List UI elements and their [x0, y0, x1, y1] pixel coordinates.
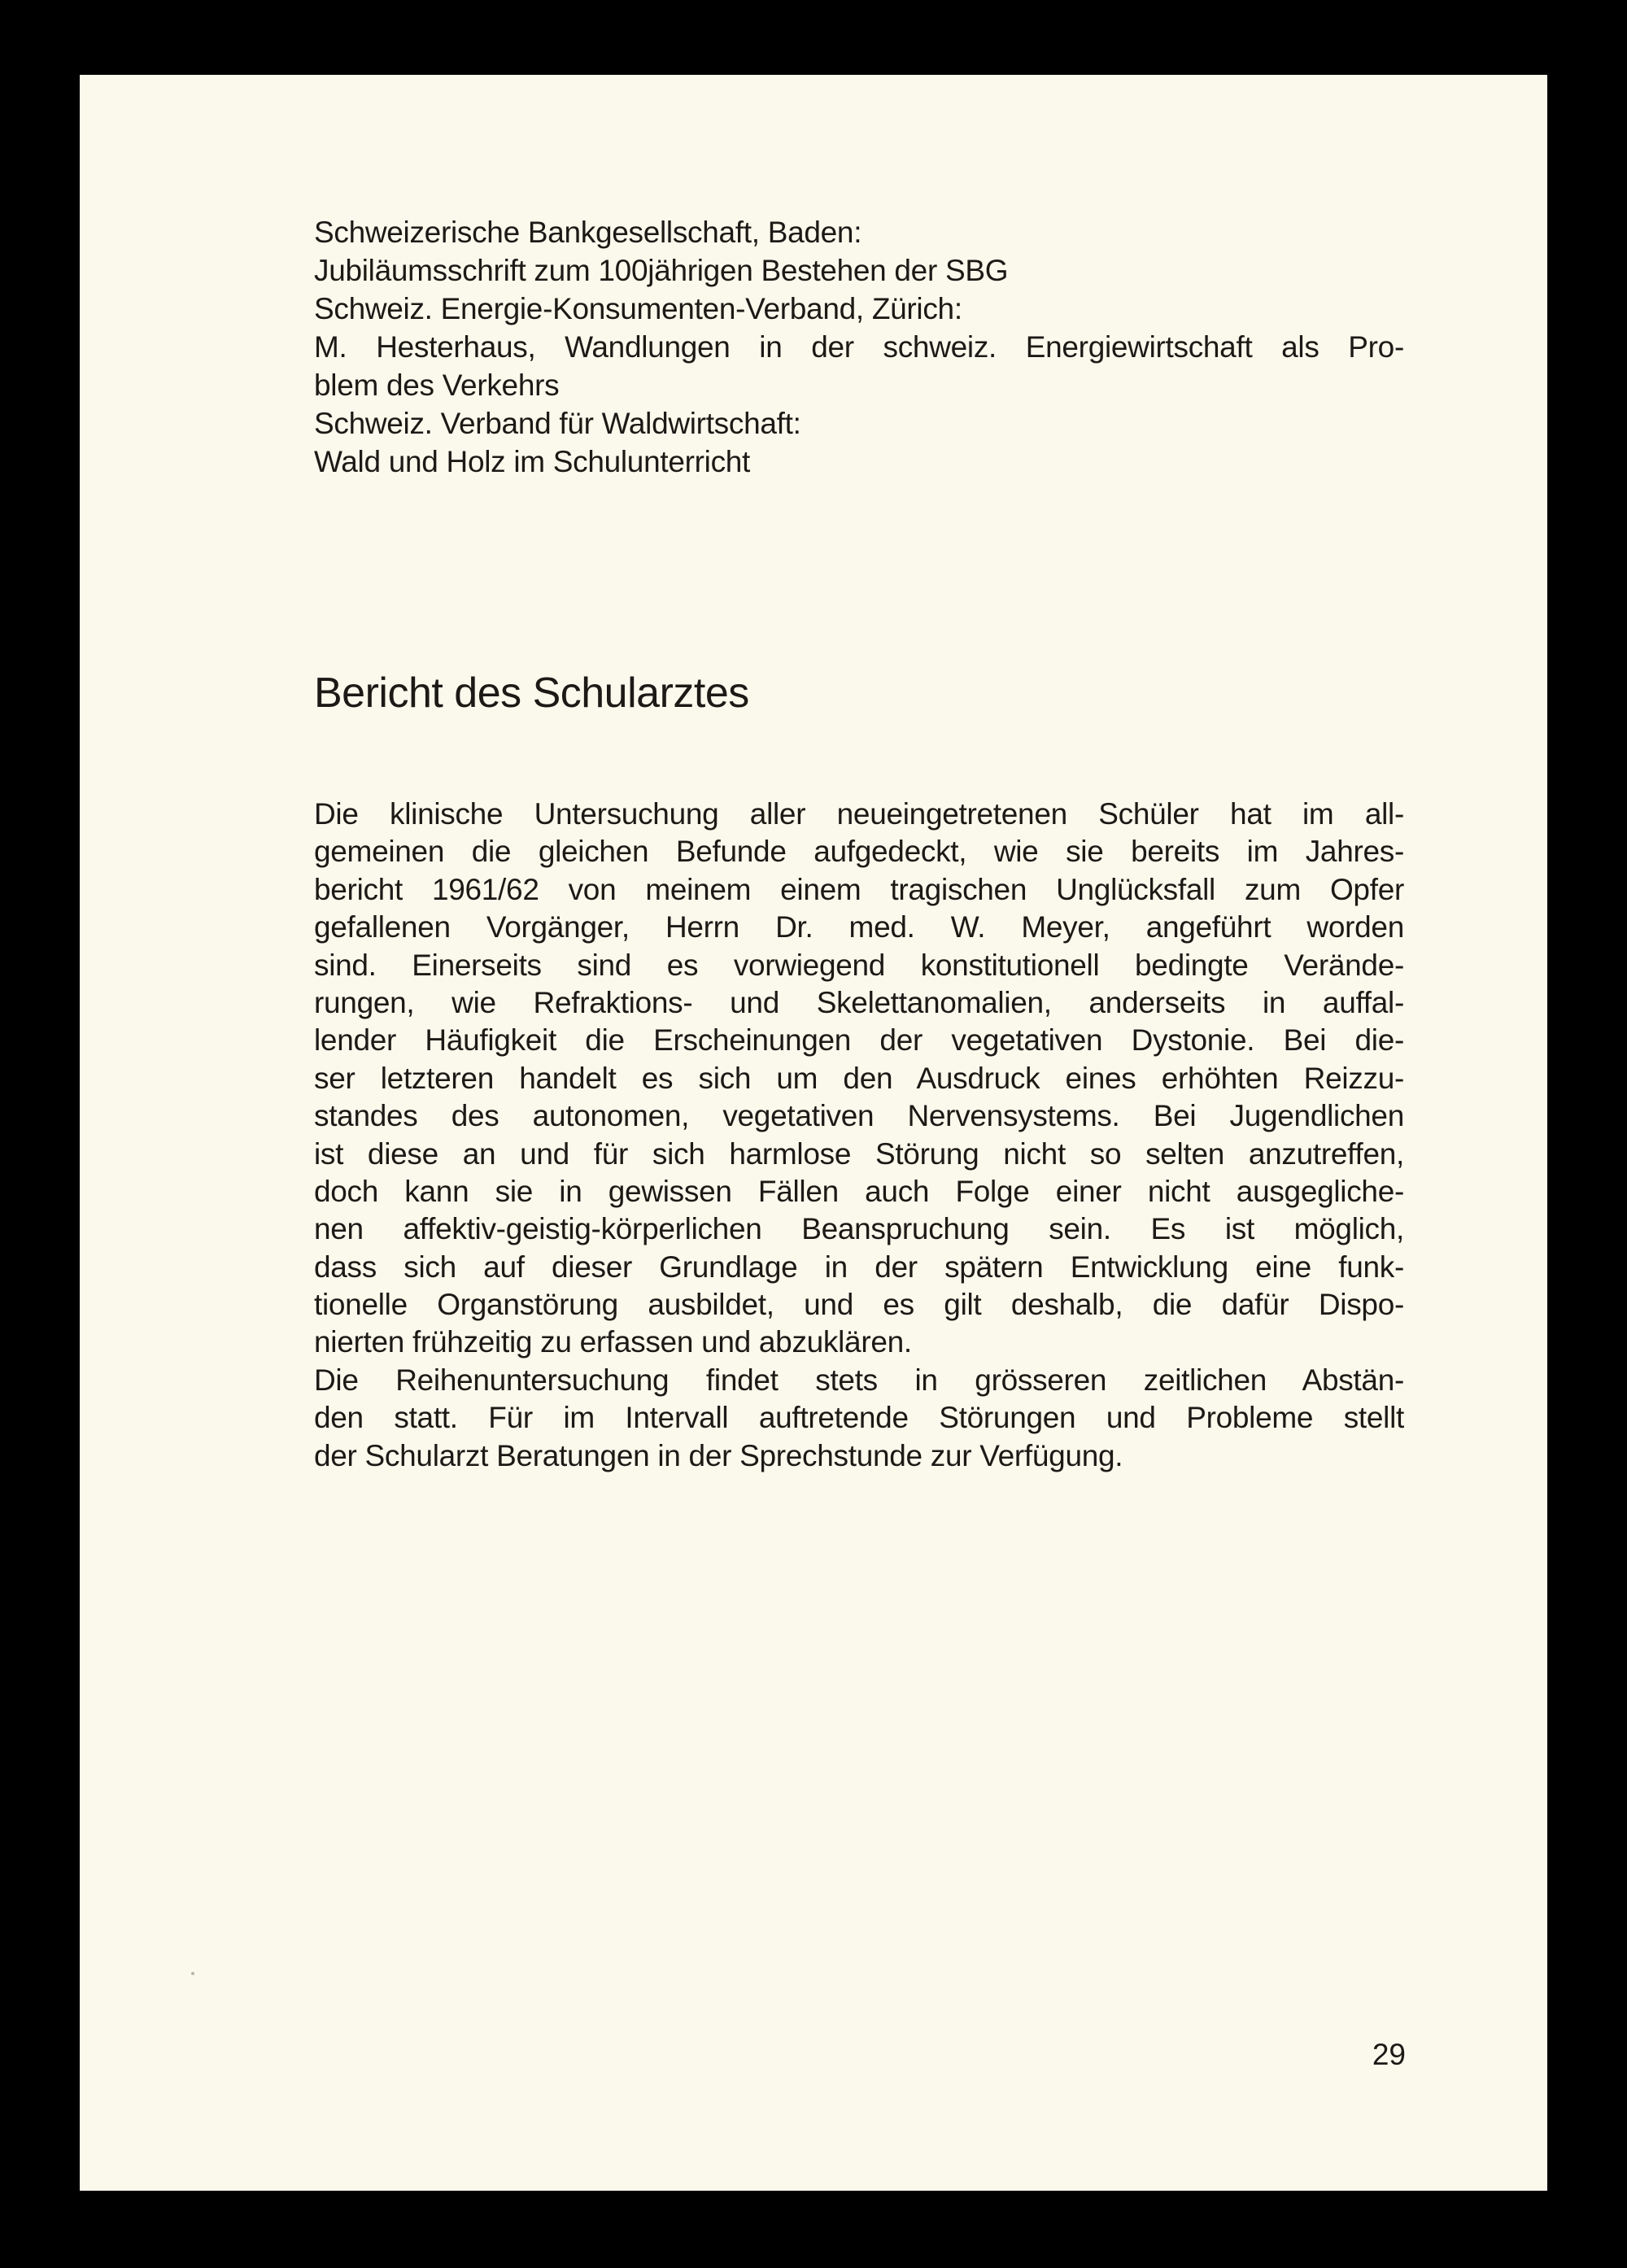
paper-speck: [191, 1972, 194, 1975]
text-line: gefallenen Vorgänger, Herrn Dr. med. W. Meyer, angeführt worden: [314, 910, 1404, 944]
text-line: lender Häufigkeit die Erscheinungen der vegetativen Dystonie. Bei die-: [314, 1023, 1404, 1058]
text-line: den statt. Für im Intervall auftretende Störungen und Probleme stellt: [314, 1401, 1404, 1435]
report-body: [314, 796, 1404, 1475]
text-line: der Schularzt Beratungen in der Sprechstunde zur Verfügung.: [314, 1438, 1123, 1472]
text-line: Die Reihenuntersuchung findet stets in grösseren zeitlichen Abstän-: [314, 1363, 1404, 1397]
reference-list: [314, 213, 1404, 481]
text-line: ser letzteren handelt es sich um den Ausdruck eines erhöhten Reizzu-: [314, 1061, 1404, 1095]
text-line: doch kann sie in gewissen Fällen auch Folge einer nicht ausgegliche-: [314, 1174, 1404, 1208]
page-number: 29: [1372, 2038, 1406, 2071]
reference-line: Schweiz. Energie-Konsumenten-Verband, Zürich:: [314, 292, 962, 325]
text-line: gemeinen die gleichen Befunde aufgedeckt, wie sie bereits im Jahres-: [314, 835, 1404, 869]
text-line: ist diese an und für sich harmlose Störung nicht so selten anzutreffen,: [314, 1136, 1404, 1171]
text-line: sind. Einerseits sind es vorwiegend konstitutionell bedingte Verände-: [314, 948, 1404, 982]
reference-line: Wald und Holz im Schulunterricht: [314, 445, 751, 478]
reference-line: Schweizerische Bankgesellschaft, Baden:: [314, 216, 862, 249]
reference-line: Schweiz. Verband für Waldwirtschaft:: [314, 407, 801, 440]
text-line: nen affektiv-geistig-körperlichen Beanspruchung sein. Es ist möglich,: [314, 1212, 1404, 1246]
text-line: tionelle Organstörung ausbildet, und es gilt deshalb, die dafür Dispo-: [314, 1288, 1404, 1322]
text-line: standes des autonomen, vegetativen Nervensystems. Bei Jugendlichen: [314, 1099, 1404, 1133]
reference-line: Jubiläumsschrift zum 100jährigen Bestehen der SBG: [314, 254, 1009, 287]
reference-line: M. Hesterhaus, Wandlungen in der schweiz. Energiewirtschaft als Pro-: [314, 330, 1404, 364]
reference-line: blem des Verkehrs: [314, 369, 560, 402]
text-line: dass sich auf dieser Grundlage in der spätern Entwicklung eine funk-: [314, 1250, 1404, 1284]
section-heading: Bericht des Schularztes: [314, 669, 749, 717]
text-line: bericht 1961/62 von meinem einem tragischen Unglücksfall zum Opfer: [314, 872, 1404, 906]
text-line: nierten frühzeitig zu erfassen und abzuklären.: [314, 1325, 912, 1359]
text-line: rungen, wie Refraktions- und Skelettanomalien, anderseits in auffal-: [314, 985, 1404, 1019]
text-line: Die klinische Untersuchung aller neueingetretenen Schüler hat im all-: [314, 797, 1404, 831]
